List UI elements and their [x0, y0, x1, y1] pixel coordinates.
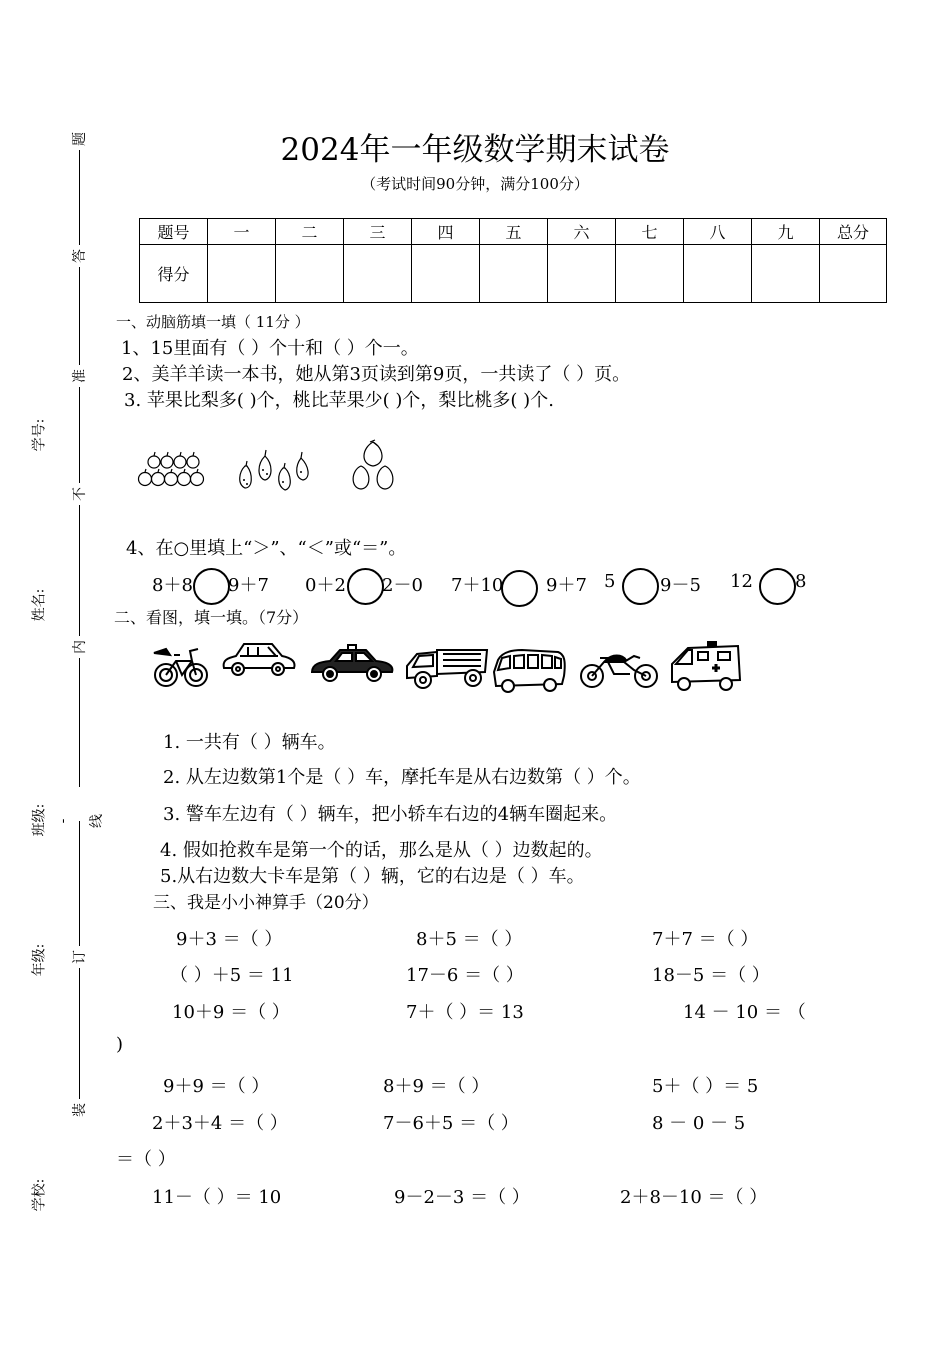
compare-circle[interactable]	[347, 568, 384, 605]
question-1-2: 2、美羊羊读一本书，她从第3页读到第9页，一共读了（ ）页。	[122, 364, 631, 385]
margin-char: 订	[71, 946, 89, 968]
grade-label: 年级:	[31, 943, 48, 977]
section2-title: 二、看图，填一填。（7分）	[114, 608, 309, 627]
question-2-3: 3. 警车左边有（ ）辆车，把小轿车右边的4辆车圈起来。	[163, 804, 618, 825]
calc-item: 8 － 0 － 5	[652, 1113, 746, 1134]
school-label: 学校:	[31, 1178, 48, 1212]
compare-left: 7＋10	[451, 575, 504, 596]
car-icon	[218, 638, 298, 680]
calc-item: 18－5 ＝（ ）	[652, 965, 770, 986]
calc-item: 7－6＋5 ＝（ ）	[383, 1113, 519, 1134]
score-header-cell: 题号	[140, 219, 208, 245]
calc-item: 11－（ ）＝ 10	[152, 1187, 282, 1208]
calc-item: （ ）＋5 ＝ 11	[170, 965, 294, 986]
calc-item: 2＋3＋4 ＝（ ）	[152, 1113, 288, 1134]
question-1-1: 1、15里面有（ ）个十和（ ）个一。	[121, 338, 419, 359]
compare-circle[interactable]	[501, 570, 538, 607]
compare-right: 9＋7	[546, 575, 587, 596]
student-id-label: 学号:	[31, 418, 48, 452]
score-input-cell[interactable]	[208, 245, 276, 303]
peaches-image	[348, 438, 398, 492]
score-input-cell[interactable]	[820, 245, 887, 303]
compare-right: 8	[795, 571, 807, 592]
calc-item: 8＋9 ＝（ ）	[383, 1076, 490, 1097]
score-input-cell[interactable]	[344, 245, 412, 303]
compare-circle[interactable]	[622, 568, 659, 605]
score-header-cell: 九	[752, 219, 820, 245]
question-2-4: 4. 假如抢救车是第一个的话，那么是从（ ）边数起的。	[160, 840, 603, 861]
calc-item: 14 － 10 ＝ （	[683, 1002, 806, 1023]
score-header-cell: 五	[480, 219, 548, 245]
calc-item: 17－6 ＝（ ）	[406, 965, 524, 986]
margin-char: 答	[71, 245, 89, 267]
binding-line	[79, 150, 80, 1120]
calc-item: 8＋5 ＝（ ）	[416, 929, 523, 950]
score-input-cell[interactable]	[684, 245, 752, 303]
margin-char: -线	[71, 787, 89, 821]
score-input-cell[interactable]	[616, 245, 684, 303]
section3-title: 三、我是小小神算手（20分）	[153, 893, 379, 913]
ambulance-icon	[668, 640, 742, 692]
compare-left: 12	[730, 571, 753, 592]
compare-right: 9－5	[660, 575, 701, 596]
compare-left: 0＋2	[305, 575, 346, 596]
calc-item: 7＋7 ＝（ ）	[652, 929, 759, 950]
question-2-5: 5.从右边数大卡车是第（ ）辆，它的右边是（ ）车。	[160, 866, 585, 887]
margin-char: 题	[71, 128, 89, 150]
margin-char: 装	[71, 1099, 89, 1121]
exam-info: （考试时间90分钟，满分100分）	[361, 175, 589, 193]
score-input-cell[interactable]	[276, 245, 344, 303]
calc-item-wrap: ＝（ ）	[116, 1149, 176, 1170]
section1-title: 一、动脑筋填一填（ 11分 ）	[116, 313, 310, 331]
calc-item: 9＋3 ＝（ ）	[176, 929, 283, 950]
score-header-cell: 八	[684, 219, 752, 245]
score-input-cell[interactable]	[412, 245, 480, 303]
apples-image	[136, 448, 211, 490]
compare-right: 2－0	[382, 575, 423, 596]
score-header-cell: 七	[616, 219, 684, 245]
calc-item: 5＋（ ）＝ 5	[652, 1076, 759, 1097]
score-input-cell[interactable]	[548, 245, 616, 303]
score-header-cell: 六	[548, 219, 616, 245]
score-header-cell: 三	[344, 219, 412, 245]
compare-left: 5	[604, 571, 616, 592]
bus-icon	[492, 646, 568, 696]
score-input-cell[interactable]	[480, 245, 548, 303]
compare-circle[interactable]	[759, 568, 796, 605]
calc-item: 2＋8－10 ＝（ ）	[620, 1187, 768, 1208]
calc-item: 7＋（ ）＝ 13	[406, 1002, 524, 1023]
bicycle-icon	[152, 641, 210, 691]
calc-item-wrap: )	[116, 1034, 124, 1055]
pears-image	[233, 446, 313, 494]
score-header-cell: 一	[208, 219, 276, 245]
question-1-4: 4、在○里填上“＞”、“＜”或“＝”。	[126, 538, 407, 559]
score-header-cell: 四	[412, 219, 480, 245]
compare-circle[interactable]	[193, 568, 230, 605]
calc-item: 9＋9 ＝（ ）	[163, 1076, 270, 1097]
score-input-cell[interactable]	[752, 245, 820, 303]
question-1-3: 3. 苹果比梨多( )个，桃比苹果少( )个，梨比桃多( )个.	[124, 390, 554, 411]
score-table	[139, 218, 887, 303]
score-header-cell: 二	[276, 219, 344, 245]
margin-char: 内	[71, 636, 89, 658]
truck-icon	[403, 642, 489, 692]
name-label: 姓名:	[31, 588, 48, 622]
compare-left: 8＋8	[152, 575, 193, 596]
page-title: 2024年一年级数学期末试卷	[280, 132, 670, 168]
calc-item: 10＋9 ＝（ ）	[172, 1002, 290, 1023]
police-car-icon	[308, 644, 396, 684]
motorcycle-icon	[578, 648, 660, 690]
question-2-1: 1. 一共有（ ）辆车。	[163, 732, 336, 753]
calc-item: 9－2－3 ＝（ ）	[394, 1187, 530, 1208]
question-2-2: 2. 从左边数第1个是（ ）车，摩托车是从右边数第（ ）个。	[163, 767, 641, 788]
score-label-cell: 得分	[140, 245, 208, 303]
margin-char: 准	[71, 365, 89, 387]
class-label: 班级:	[31, 803, 48, 837]
margin-char: 不	[71, 483, 89, 505]
compare-right: 9＋7	[228, 575, 269, 596]
score-header-cell: 总分	[820, 219, 887, 245]
